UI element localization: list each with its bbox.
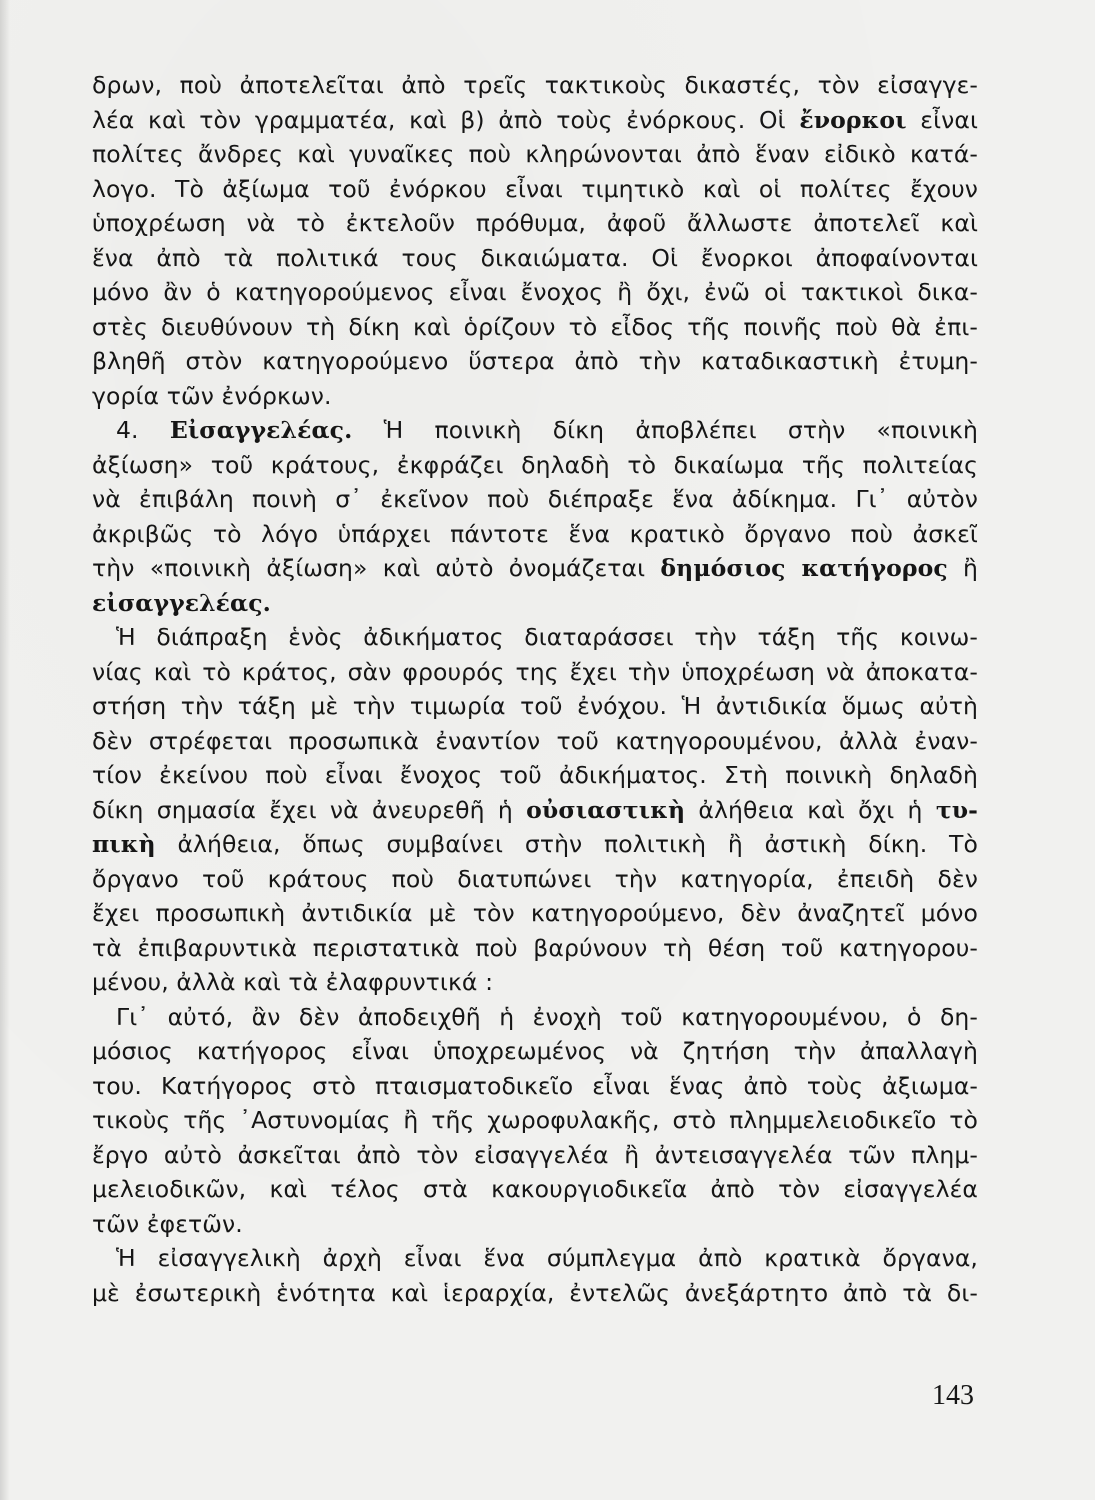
text-line: τῶν ἐφετῶν. — [92, 1209, 243, 1238]
text-line — [92, 586, 978, 621]
text-line: μελειοδικῶν, καὶ τέλος στὰ κακουργιοδικεῖα ἀπὸ τὸν εἰσαγγελέα — [92, 1175, 978, 1203]
section-number: 4. — [116, 416, 139, 444]
text-line — [92, 793, 978, 828]
text-line: πολίτες ἄνδρες καὶ γυναῖκες ποὺ κληρώνονται ἀπὸ ἕναν εἰδικὸ κατά- — [92, 140, 978, 168]
text-segment: τὴν «ποινικὴ ἀξίωση» καὶ αὐτὸ ὀνομάζεται — [92, 554, 646, 582]
text-line: του. Κατήγορος στὸ πταισματοδικεῖο εἶναι ἕνας ἀπὸ τοὺς ἀξιωμα- — [92, 1071, 978, 1100]
text-line: τὰ ἐπιβαρυντικὰ περιστατικὰ ποὺ βαρύνουν τὴ θέση τοῦ κατηγορου- — [92, 933, 978, 962]
page-gutter-shadow — [0, 0, 10, 1500]
paragraph-prosecutor — [92, 413, 978, 620]
text-line: ἔχει προσωπικὴ ἀντιδικία μὲ τὸν κατηγορούμενο, δὲν ἀναζητεῖ μόνο — [92, 899, 978, 927]
text-line: Ἡ εἰσαγγελικὴ ἀρχὴ εἶναι ἕνα σύμπλεγμα ἀπὸ κρατικὰ ὄργανα, — [116, 1244, 978, 1272]
text-line: μόσιος κατήγορος εἶναι ὑποχρεωμένος νὰ ζητήση τὴν ἀπαλλαγὴ — [92, 1037, 978, 1065]
text-line: ὑποχρέωση νὰ τὸ ἐκτελοῦν πρόθυμα, ἀφοῦ ἄλλωστε ἀποτελεῖ καὶ — [92, 209, 978, 237]
text-line: λογο. Τὸ ἀξίωμα τοῦ ἐνόρκου εἶναι τιμητικὸ καὶ οἱ πολίτες ἔχουν — [92, 174, 978, 203]
text-line: γορία τῶν ἐνόρκων. — [92, 381, 332, 410]
body-text — [92, 68, 978, 1310]
page-number: 143 — [932, 1380, 974, 1411]
text-line: στὲς διευθύνουν τὴ δίκη καὶ ὁρίζουν τὸ εἶδος τῆς ποινῆς ποὺ θὰ ἐπι- — [92, 312, 978, 341]
text-line: βληθῆ στὸν κατηγορούμενο ὕστερα ἀπὸ τὴν καταδικαστικὴ ἐτυμη- — [92, 347, 978, 375]
text-line: ἕνα ἀπὸ τὰ πολιτικά τους δικαιώματα. Οἱ ἔνορκοι ἀποφαίνονται — [92, 243, 978, 272]
text-line: τικοὺς τῆς ᾿Αστυνομίας ἢ τῆς χωροφυλακῆς, στὸ πλημμελειοδικεῖο τὸ — [92, 1106, 978, 1134]
text-line: στήση τὴν τάξη μὲ τὴν τιμωρία τοῦ ἐνόχου. Ἡ ἀντιδικία ὅμως αὐτὴ — [92, 692, 978, 720]
text-segment: ἀλήθεια καὶ ὄχι ἡ — [698, 795, 923, 824]
text-line — [92, 827, 978, 862]
text-segment: ἀλήθεια, ὅπως συμβαίνει στὴν πολιτικὴ ἢ ἀστικὴ δίκη. Τὸ — [177, 830, 978, 858]
text-line: νὰ ἐπιβάλη ποινὴ σ᾿ ἐκεῖνον ποὺ διέπραξε ἕνα ἀδίκημα. Γι᾿ αὐτὸν — [92, 485, 978, 513]
text-line: μόνο ἂν ὁ κατηγορούμενος εἶναι ἔνοχος ἢ ὄχι, ἐνῶ οἱ τακτικοὶ δικα- — [92, 278, 978, 306]
text-line — [92, 413, 978, 448]
paragraph-offense — [92, 620, 978, 1000]
text-line: δρων, ποὺ ἀποτελεῖται ἀπὸ τρεῖς τακτικοὺς δικαστές, τὸν εἰσαγγε- — [92, 71, 978, 99]
bold-term-jurors: ἔνορκοι — [799, 105, 907, 134]
paragraph-authority — [92, 1241, 978, 1310]
text-line: ἀξίωση» τοῦ κράτους, ἐκφράζει δηλαδὴ τὸ δικαίωμα τῆς πολιτείας — [92, 450, 978, 479]
text-line: μὲ ἐσωτερικὴ ἑνότητα καὶ ἱεραρχία, ἐντελῶς ἀνεξάρτητο ἀπὸ τὰ δι- — [92, 1278, 978, 1307]
paragraph-acquittal — [92, 1000, 978, 1242]
text-line: μένου, ἀλλὰ καὶ τὰ ἐλαφρυντικά : — [92, 968, 494, 996]
text-line: ἔργο αὐτὸ ἀσκεῖται ἀπὸ τὸν εἰσαγγελέα ἢ ἀντεισαγγελέα τῶν πλημ- — [92, 1140, 978, 1169]
bold-term-public-prosecutor: δημόσιος κατήγορος — [660, 554, 948, 582]
text-line — [92, 551, 978, 586]
bold-term-formal-start: τυ- — [935, 795, 979, 824]
text-line — [92, 103, 978, 138]
text-line: ὄργανο τοῦ κράτους ποὺ διατυπώνει τὴν κατηγορία, ἐπειδὴ δὲν — [92, 864, 978, 893]
text-line: νίας καὶ τὸ κράτος, σὰν φρουρός της ἔχει τὴν ὑποχρέωση νὰ ἀποκατα- — [92, 657, 978, 686]
text-segment: εἶναι — [920, 105, 978, 134]
text-line: ἀκριβῶς τὸ λόγο ὑπάρχει πάντοτε ἕνα κρατικὸ ὄργανο ποὺ ἀσκεῖ — [92, 519, 978, 548]
bold-term-formal-end: πικὴ — [92, 830, 156, 858]
text-segment: δίκη σημασία ἔχει νὰ ἀνευρεθῆ ἡ — [92, 795, 513, 824]
text-line: Ἡ διάπραξη ἑνὸς ἀδικήματος διαταράσσει τὴν τάξη τῆς κοινω- — [116, 623, 978, 651]
paragraph-jury — [92, 68, 978, 413]
text-segment: ἢ — [963, 554, 978, 582]
text-line: δὲν στρέφεται προσωπικὰ ἐναντίον τοῦ κατηγορουμένου, ἀλλὰ ἐναν- — [92, 726, 978, 755]
text-segment: λέα καὶ τὸν γραμματέα, καὶ β) ἀπὸ τοὺς ἐνόρκους. Οἱ — [92, 105, 786, 134]
section-heading: Εἰσαγγελέας. — [169, 416, 353, 444]
bold-term-prosecutor: εἰσαγγελέας. — [92, 588, 271, 617]
text-line: τίον ἐκείνου ποὺ εἶναι ἔνοχος τοῦ ἀδικήματος. Στὴ ποινικὴ δηλαδὴ — [92, 761, 978, 789]
text-line: Γι᾿ αὐτό, ἂν δὲν ἀποδειχθῆ ἡ ἐνοχὴ τοῦ κατηγορουμένου, ὁ δη- — [116, 1002, 978, 1031]
bold-term-substantive: οὐσιαστικὴ — [526, 795, 686, 824]
text-segment: Ἡ ποινικὴ δίκη ἀποβλέπει στὴν «ποινικὴ — [383, 416, 979, 444]
